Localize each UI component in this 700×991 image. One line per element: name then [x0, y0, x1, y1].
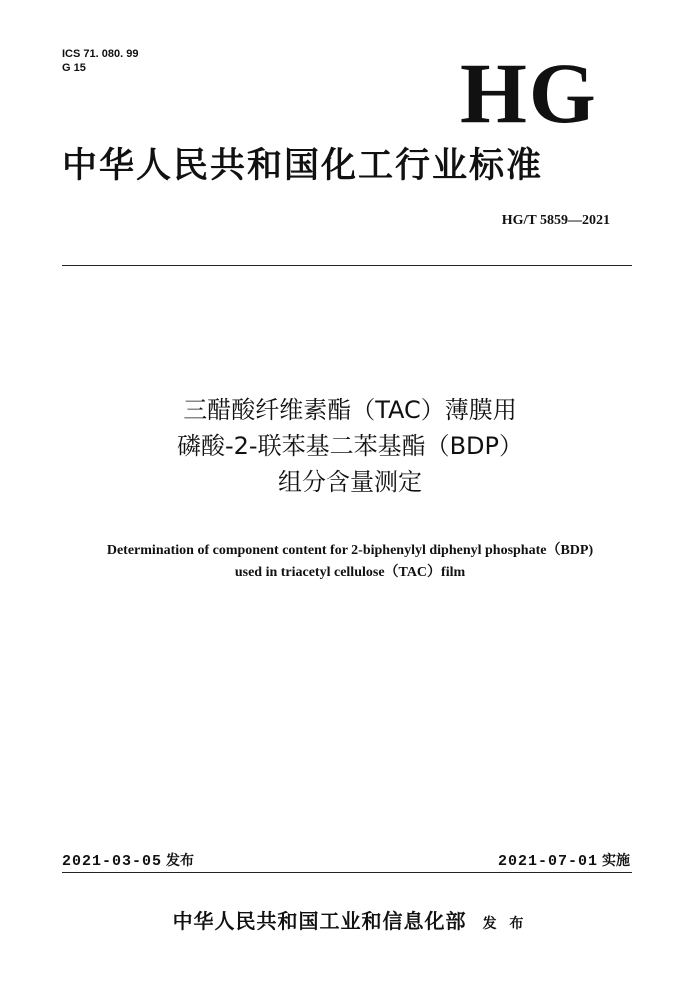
publisher: [0, 905, 700, 934]
cn-title-line-3: [0, 464, 700, 500]
cn-title-line-2: [0, 428, 700, 464]
hg-logo: HG: [460, 45, 598, 141]
cn-title-line-2-text: 磷酸-2-联苯基二苯基酯（BDP）: [176, 432, 523, 460]
ics-code: ICS 71. 080. 99: [62, 48, 139, 60]
standard-title: 中华人民共和国化工行业标准: [62, 146, 544, 186]
bottom-divider: [62, 872, 632, 873]
issue-date: [62, 850, 194, 870]
issue-date-value: 2021-03-05: [62, 853, 163, 870]
classification-codes: [62, 47, 138, 75]
publish-label: 发 布: [482, 916, 528, 932]
en-title-line-1: Determination of component content for 2-biphenylyl diphenyl phosphate（BDP): [106, 543, 594, 558]
implement-label: 实施: [602, 853, 630, 869]
implement-date: [498, 850, 630, 870]
top-divider: [62, 265, 632, 266]
cn-title-line-1: [0, 392, 700, 428]
en-title-line-2: used in triacetyl cellulose（TAC）film: [234, 565, 466, 580]
cn-title-line-3-text: 组分含量测定: [278, 468, 422, 496]
publisher-name: 中华人民共和国工业和信息化部: [172, 909, 467, 933]
issue-label: 发布: [166, 853, 195, 869]
cn-title-line-1-text: 三醋酸纤维素酯（TAC）薄膜用: [183, 396, 517, 424]
ccs-code: G 15: [62, 62, 86, 74]
implement-date-value: 2021-07-01: [497, 853, 598, 870]
standard-number: HG/T 5859—2021: [501, 213, 610, 228]
